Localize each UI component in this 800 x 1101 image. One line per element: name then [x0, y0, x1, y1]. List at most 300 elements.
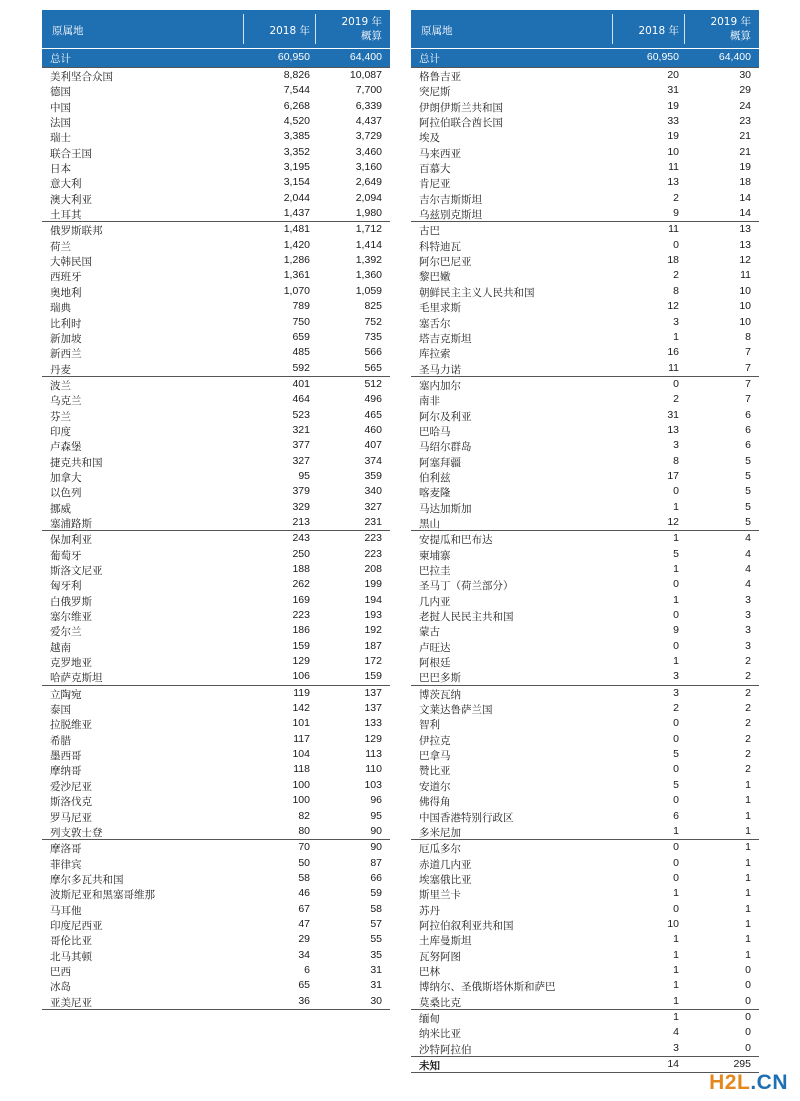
- row-2019: 3,729: [355, 130, 382, 143]
- row-origin: 斯洛文尼亚: [50, 565, 103, 577]
- row-2019: 29: [739, 84, 751, 97]
- row-2019: 137: [364, 686, 382, 699]
- table-row: [42, 886, 390, 901]
- row-2019: 512: [364, 377, 382, 390]
- table-row: [42, 732, 390, 747]
- row-origin: 安提瓜和巴布达: [419, 534, 493, 547]
- table-row: [411, 268, 759, 283]
- row-origin: 爱沙尼亚: [50, 780, 92, 793]
- row-2018: 95: [298, 469, 310, 482]
- row-2019: 10: [739, 284, 751, 297]
- table-row: [42, 515, 390, 530]
- row-2018: 1,070: [283, 284, 310, 297]
- table-row: [42, 284, 390, 299]
- header-2019-year: 2019 年: [710, 16, 751, 28]
- table-row: [42, 299, 390, 314]
- row-2019: 1: [745, 809, 751, 822]
- row-2019: 10: [739, 315, 751, 328]
- table-row: [42, 917, 390, 932]
- row-2019: 7,700: [355, 84, 382, 97]
- row-origin: 巴拿马: [419, 750, 451, 763]
- row-origin: 伊拉克: [419, 734, 451, 747]
- row-2018: 104: [292, 748, 310, 761]
- row-2018: 6: [673, 809, 679, 822]
- row-2019: 1,980: [355, 207, 382, 220]
- row-2018: 13: [667, 423, 679, 436]
- header-origin: 原属地: [52, 25, 84, 37]
- row-origin: 塞尔维亚: [50, 611, 92, 624]
- table-row: [42, 809, 390, 824]
- row-2018: 1,481: [283, 223, 310, 236]
- row-2018: 169: [292, 593, 310, 606]
- row-2019: 6: [745, 408, 751, 421]
- row-2019: 1: [745, 933, 751, 946]
- table-row: [42, 361, 390, 376]
- row-2018: 8: [673, 454, 679, 467]
- header-2019-estimate: 概算: [361, 30, 382, 42]
- row-origin: 西班牙: [50, 271, 82, 284]
- row-2019: 6: [745, 423, 751, 436]
- row-origin: 古巴: [419, 225, 440, 238]
- row-origin: 智利: [419, 719, 440, 732]
- table-row: [42, 160, 390, 175]
- row-2018: 1: [673, 500, 679, 513]
- row-2018: 65: [298, 979, 310, 992]
- row-2019: 1,360: [355, 269, 382, 282]
- table-row: [411, 145, 759, 160]
- row-2018: 0: [673, 902, 679, 915]
- row-2018: 0: [673, 377, 679, 390]
- row-2018: 29: [298, 933, 310, 946]
- row-2018: 7,544: [283, 84, 310, 97]
- row-origin: 列支敦士登: [50, 826, 103, 839]
- table-row: [411, 994, 759, 1009]
- table-row: [42, 654, 390, 669]
- header-2019-year: 2019 年: [341, 16, 382, 28]
- row-origin: 乌克兰: [50, 395, 82, 408]
- row-2018: 12: [667, 300, 679, 313]
- row-2019: 23: [739, 115, 751, 128]
- row-2019: 5: [745, 485, 751, 498]
- row-2019: 1,392: [355, 254, 382, 267]
- row-origin: 摩洛哥: [50, 843, 82, 856]
- row-2018: 36: [298, 994, 310, 1007]
- row-2018: 1,437: [283, 207, 310, 220]
- row-origin: 新西兰: [50, 348, 82, 361]
- total-2019: 64,400: [349, 51, 382, 63]
- row-2019: 2: [745, 702, 751, 715]
- row-2019: 59: [370, 887, 382, 900]
- row-2018: 46: [298, 887, 310, 900]
- row-origin: 波斯尼亚和黑塞哥维那: [50, 889, 155, 902]
- row-origin: 印度尼西亚: [50, 919, 103, 932]
- table-row: [411, 639, 759, 654]
- table-row: [411, 469, 759, 484]
- row-origin: 巴拉圭: [419, 565, 451, 577]
- row-2018: 0: [673, 841, 679, 854]
- row-2019: 407: [364, 439, 382, 452]
- table-row: [42, 778, 390, 793]
- table-row: [42, 793, 390, 808]
- table-row: [42, 669, 390, 684]
- header-2019-estimate: 概算: [730, 30, 751, 42]
- row-origin: 百慕大: [419, 163, 451, 176]
- row-2019: 0: [745, 994, 751, 1007]
- row-2018: 13: [667, 176, 679, 189]
- row-2019: 0: [745, 1010, 751, 1023]
- row-origin: 黑山: [419, 517, 440, 530]
- row-2018: 186: [292, 624, 310, 637]
- row-2018: 0: [673, 717, 679, 730]
- row-2018: 11: [668, 161, 679, 174]
- header-2019: [322, 15, 382, 43]
- table-row: [411, 392, 759, 407]
- row-2019: 14: [739, 191, 751, 204]
- header-divider: [612, 14, 613, 44]
- table-row: [411, 809, 759, 824]
- row-origin: 联合王国: [50, 147, 92, 160]
- table-row: [411, 623, 759, 638]
- table-row: [411, 376, 759, 392]
- row-2019: 24: [739, 99, 751, 112]
- row-2018: 0: [673, 578, 679, 591]
- table-row: [411, 530, 759, 546]
- table-row: [411, 330, 759, 345]
- row-2018: 2,044: [283, 191, 310, 204]
- row-origin: 阿塞拜疆: [419, 456, 461, 469]
- table-row: [42, 762, 390, 777]
- row-2018: 33: [667, 115, 679, 128]
- row-2018: 223: [292, 609, 310, 622]
- row-2019: 11: [740, 269, 751, 282]
- right-table-body: [411, 67, 759, 1056]
- row-2018: 0: [673, 639, 679, 652]
- row-origin: 瑞士: [50, 132, 71, 145]
- table-row: [411, 99, 759, 114]
- row-origin: 南非: [419, 395, 440, 408]
- row-2018: 0: [673, 856, 679, 869]
- table-row: [411, 1009, 759, 1025]
- row-origin: 卢旺达: [419, 641, 451, 654]
- row-origin: 挪威: [50, 502, 71, 515]
- row-origin: 吉尔吉斯斯坦: [419, 193, 482, 206]
- row-2019: 21: [739, 130, 751, 143]
- row-2019: 2: [745, 763, 751, 776]
- table-row: [42, 238, 390, 253]
- row-2019: 1: [745, 778, 751, 791]
- table-row: [42, 716, 390, 731]
- header-origin: 原属地: [421, 25, 453, 37]
- row-origin: 印度: [50, 425, 71, 438]
- row-2019: 1: [745, 856, 751, 869]
- row-origin: 突尼斯: [419, 86, 451, 99]
- row-2018: 523: [292, 408, 310, 421]
- table-row: [42, 221, 390, 237]
- row-2018: 3: [673, 439, 679, 452]
- row-2019: 460: [364, 423, 382, 436]
- row-2018: 17: [667, 469, 679, 482]
- row-2018: 82: [298, 809, 310, 822]
- row-2018: 106: [292, 670, 310, 683]
- row-2018: 101: [292, 717, 310, 730]
- row-origin: 黎巴嫩: [419, 271, 451, 284]
- row-origin: 俄罗斯联邦: [50, 225, 103, 238]
- row-2018: 67: [298, 902, 310, 915]
- row-origin: 埃塞俄比亚: [419, 873, 472, 886]
- row-2019: 1: [745, 902, 751, 915]
- table-row: [42, 423, 390, 438]
- row-2019: 87: [370, 856, 382, 869]
- row-2019: 137: [364, 702, 382, 715]
- header-2018: 2018 年: [269, 25, 310, 37]
- row-origin: 阿拉伯叙利亚共和国: [419, 919, 514, 932]
- row-2019: 10,087: [349, 69, 382, 81]
- row-2018: 464: [292, 393, 310, 406]
- row-2018: 19: [667, 130, 679, 143]
- row-origin: 冰岛: [50, 981, 71, 994]
- row-2018: 0: [673, 871, 679, 884]
- row-2018: 1,420: [283, 238, 310, 251]
- table-row: [42, 593, 390, 608]
- table-row: [42, 530, 390, 546]
- row-origin: 加拿大: [50, 471, 82, 484]
- row-2018: 80: [298, 824, 310, 837]
- row-2018: 3,195: [283, 161, 310, 174]
- row-2018: 8,826: [283, 69, 310, 81]
- row-2019: 4: [745, 563, 751, 575]
- row-origin: 老挝人民民主共和国: [419, 611, 514, 624]
- row-2018: 20: [667, 69, 679, 81]
- row-2019: 0: [745, 963, 751, 976]
- table-row: [42, 639, 390, 654]
- row-2019: 1,712: [355, 223, 382, 236]
- row-2018: 485: [292, 346, 310, 359]
- table-row: [411, 515, 759, 530]
- table-row: [42, 685, 390, 701]
- row-2019: 0: [745, 1026, 751, 1039]
- row-origin: 阿尔巴尼亚: [419, 256, 472, 269]
- row-origin: 中国: [50, 101, 71, 114]
- row-2018: 0: [673, 485, 679, 498]
- total-label: 总计: [50, 53, 71, 65]
- row-origin: 波兰: [50, 379, 71, 392]
- row-2019: 2,649: [355, 176, 382, 189]
- header-2019: [691, 15, 751, 43]
- table-row: [411, 762, 759, 777]
- table-row: [42, 438, 390, 453]
- row-origin: 美利坚合众国: [50, 71, 113, 83]
- row-origin: 日本: [50, 163, 71, 176]
- row-2019: 496: [364, 393, 382, 406]
- row-2019: 1: [745, 917, 751, 930]
- row-2019: 2: [745, 748, 751, 761]
- table-row: [411, 608, 759, 623]
- row-2018: 2: [673, 702, 679, 715]
- row-2018: 10: [667, 145, 679, 158]
- table-row: [411, 129, 759, 144]
- table-row: [411, 238, 759, 253]
- header-2018: 2018 年: [638, 25, 679, 37]
- row-2019: 223: [364, 532, 382, 545]
- row-2018: 1: [673, 655, 679, 668]
- table-row: [42, 623, 390, 638]
- row-origin: 沙特阿拉伯: [419, 1043, 472, 1056]
- row-2019: 231: [364, 515, 382, 528]
- row-2018: 117: [293, 732, 310, 745]
- row-origin: 哥伦比亚: [50, 935, 92, 948]
- table-row: [42, 191, 390, 206]
- row-origin: 立陶宛: [50, 688, 82, 701]
- row-2018: 3: [673, 315, 679, 328]
- row-origin: 蒙古: [419, 626, 440, 639]
- row-origin: 德国: [50, 86, 71, 99]
- unknown-row: [411, 1056, 759, 1072]
- row-origin: 格鲁吉亚: [419, 71, 461, 83]
- row-origin: 比利时: [50, 317, 82, 330]
- row-origin: 芬兰: [50, 410, 71, 423]
- table-row: [411, 963, 759, 978]
- row-2019: 4: [745, 532, 751, 545]
- row-2018: 3: [673, 670, 679, 683]
- row-2019: 14: [739, 207, 751, 220]
- row-origin: 赤道几内亚: [419, 858, 472, 871]
- row-2018: 18: [667, 254, 679, 267]
- row-2019: 58: [370, 902, 382, 915]
- row-2019: 3: [745, 639, 751, 652]
- row-origin: 马绍尔群岛: [419, 441, 472, 454]
- row-2018: 58: [298, 871, 310, 884]
- row-2019: 10: [739, 300, 751, 313]
- row-origin: 保加利亚: [50, 534, 92, 547]
- row-2018: 0: [673, 763, 679, 776]
- table-row: [411, 932, 759, 947]
- table-row: [42, 175, 390, 190]
- row-2018: 1: [673, 933, 679, 946]
- row-origin: 土耳其: [50, 209, 82, 222]
- row-2018: 1: [673, 948, 679, 961]
- row-origin: 库拉索: [419, 348, 451, 361]
- row-2019: 5: [745, 500, 751, 513]
- row-2018: 1: [673, 963, 679, 976]
- row-2019: 4: [745, 547, 751, 560]
- row-2018: 3: [673, 1041, 679, 1054]
- table-row: [411, 577, 759, 592]
- row-2018: 3: [673, 686, 679, 699]
- row-origin: 瑞典: [50, 302, 71, 315]
- row-2019: 3: [745, 593, 751, 606]
- table-row: [411, 902, 759, 917]
- table-row: [411, 871, 759, 886]
- row-2019: 3,160: [355, 161, 382, 174]
- row-2019: 199: [364, 578, 382, 591]
- row-2019: 66: [370, 871, 382, 884]
- row-2019: 13: [739, 223, 751, 236]
- row-2018: 1: [673, 563, 679, 575]
- row-2018: 159: [292, 639, 310, 652]
- table-row: [42, 330, 390, 345]
- row-origin: 捷克共和国: [50, 456, 103, 469]
- table-row: [42, 408, 390, 423]
- row-origin: 澳大利亚: [50, 193, 92, 206]
- row-2018: 8: [673, 284, 679, 297]
- row-origin: 菲律宾: [50, 858, 82, 871]
- row-2018: 213: [292, 515, 310, 528]
- table-row: [411, 948, 759, 963]
- right-table: [411, 10, 759, 1073]
- table-row: [42, 469, 390, 484]
- table-row: [42, 932, 390, 947]
- row-2018: 14: [667, 1058, 679, 1070]
- row-2018: 1: [673, 887, 679, 900]
- row-2018: 11: [668, 223, 679, 236]
- table-row: [42, 608, 390, 623]
- row-2019: 159: [364, 670, 382, 683]
- total-row: [42, 49, 390, 67]
- row-2019: 208: [364, 563, 382, 575]
- row-2018: 377: [292, 439, 310, 452]
- row-origin: 希腊: [50, 734, 71, 747]
- row-2018: 31: [667, 84, 679, 97]
- row-2019: 4,437: [355, 115, 382, 128]
- table-row: [411, 1041, 759, 1056]
- row-2018: 3,385: [283, 130, 310, 143]
- row-2019: 57: [370, 917, 382, 930]
- row-origin: 巴林: [419, 965, 440, 978]
- table-row: [411, 824, 759, 839]
- table-row: [42, 83, 390, 98]
- row-2018: 11: [668, 361, 679, 374]
- row-2019: 95: [370, 809, 382, 822]
- left-table-body: [42, 67, 390, 1009]
- row-2019: 5: [745, 469, 751, 482]
- total-2019: 64,400: [718, 51, 751, 63]
- row-2018: 50: [298, 856, 310, 869]
- table-row: [42, 824, 390, 839]
- row-2018: 250: [292, 547, 310, 560]
- row-origin: 土库曼斯坦: [419, 935, 472, 948]
- watermark-h2l: H2L: [709, 1071, 751, 1094]
- row-2019: 3: [745, 624, 751, 637]
- row-origin: 亚美尼亚: [50, 996, 92, 1009]
- row-origin: 法国: [50, 117, 71, 130]
- row-2019: 2: [745, 655, 751, 668]
- row-2019: 340: [364, 485, 382, 498]
- row-origin: 爱尔兰: [50, 626, 82, 639]
- row-origin: 佛得角: [419, 796, 451, 809]
- row-origin: 喀麦隆: [419, 487, 451, 500]
- row-origin: 圣马力诺: [419, 363, 461, 376]
- row-2018: 2: [673, 393, 679, 406]
- row-2019: 194: [364, 593, 382, 606]
- table-row: [411, 191, 759, 206]
- row-2019: 6,339: [355, 99, 382, 112]
- row-origin: 马耳他: [50, 904, 82, 917]
- row-origin: 巴西: [50, 965, 71, 978]
- row-2018: 2: [673, 269, 679, 282]
- row-2019: 327: [364, 500, 382, 513]
- row-origin: 摩纳哥: [50, 765, 82, 778]
- row-2019: 1,414: [355, 238, 382, 251]
- row-2018: 118: [293, 763, 310, 776]
- row-origin: 匈牙利: [50, 580, 82, 593]
- row-origin: 卢森堡: [50, 441, 82, 454]
- row-origin: 斯里兰卡: [419, 889, 461, 902]
- table-row: [42, 839, 390, 855]
- table-row: [42, 871, 390, 886]
- row-2019: 192: [364, 624, 382, 637]
- row-origin: 未知: [419, 1060, 440, 1072]
- total-label: 总计: [419, 53, 440, 65]
